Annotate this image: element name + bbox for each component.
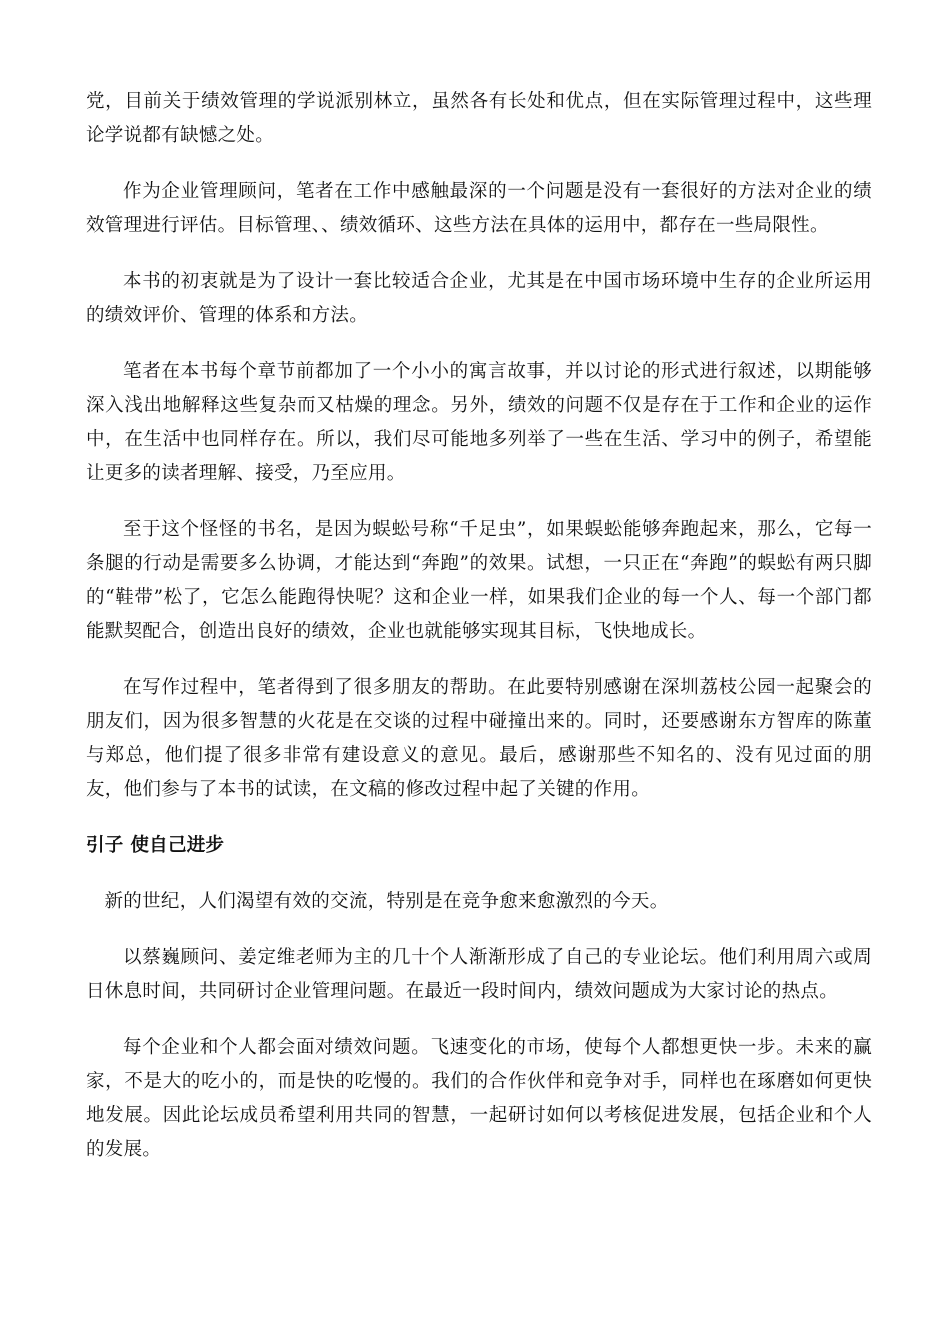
paragraph-forum: 以蔡巍顾问、姜定维老师为主的几十个人渐渐形成了自己的专业论坛。他们利用周六或周日休息时间，共同研讨企业管理问题。在最近一段时间内，绩效问题成为大家讨论的热点。 xyxy=(86,947,872,1002)
paragraph-performance-issues: 每个企业和个人都会面对绩效问题。飞速变化的市场，使每个人都想更快一步。未来的赢家，不是大的吃小的，而是快的吃慢的。我们的合作伙伴和竞争对手，同样也在琢磨如何更快地发展。因此论坛成员希望利用共同的智慧，一起研讨如何以考核促进发展，包括企业和个人的发展。 xyxy=(86,1037,872,1160)
paragraph-new-century: 新的世纪，人们渴望有效的交流，特别是在竞争愈来愈激烈的今天。 xyxy=(104,891,669,912)
paragraph-book-purpose: 本书的初衷就是为了设计一套比较适合企业，尤其是在中国市场环境中生存的企业所运用的绩效评价、管理的体系和方法。 xyxy=(86,271,872,326)
section-heading: 引子 使自己进步 xyxy=(86,835,225,856)
paragraph-fables: 笔者在本书每个章节前都加了一个小小的寓言故事，并以讨论的形式进行叙述，以期能够深入浅出地解释这些复杂而又枯燥的理念。另外，绩效的问题不仅是存在于工作和企业的运作中，在生活中也同样存在。所以，我们尽可能地多列举了一些在生活、学习中的例子，希望能让更多的读者理解、接受，乃至应用。 xyxy=(86,361,872,484)
paragraph-continuation: 党，目前关于绩效管理的学说派别林立，虽然各有长处和优点，但在实际管理过程中，这些理论学说都有缺憾之处。 xyxy=(86,91,872,146)
paragraph-acknowledgements: 在写作过程中，笔者得到了很多朋友的帮助。在此要特别感谢在深圳荔枝公园一起聚会的朋友们，因为很多智慧的火花是在交谈的过程中碰撞出来的。同时，还要感谢东方智库的陈董与郑总，他们提了很多非常有建设意义的意见。最后，感谢那些不知名的、没有见过面的朋友，他们参与了本书的试读，在文稿的修改过程中起了关键的作用。 xyxy=(86,677,872,800)
paragraph-consultant-problem: 作为企业管理顾问，笔者在工作中感触最深的一个问题是没有一套很好的方法对企业的绩效管理进行评估。目标管理、、绩效循环、这些方法在具体的运用中，都存在一些局限性。 xyxy=(86,181,872,236)
paragraph-book-title-explanation: 至于这个怪怪的书名，是因为蜈蚣号称“千足虫”，如果蜈蚣能够奔跑起来，那么，它每一条腿的行动是需要多么协调，才能达到“奔跑”的效果。试想，一只正在“奔跑”的蜈蚣有两只脚的“鞋带”松了，它怎么能跑得快呢？这和企业一样，如果我们企业的每一个人、每一个部门都能默契配合，创造出良好的绩效，企业也就能够实现其目标，飞快地成长。 xyxy=(86,519,872,642)
document-body xyxy=(86,85,872,1189)
